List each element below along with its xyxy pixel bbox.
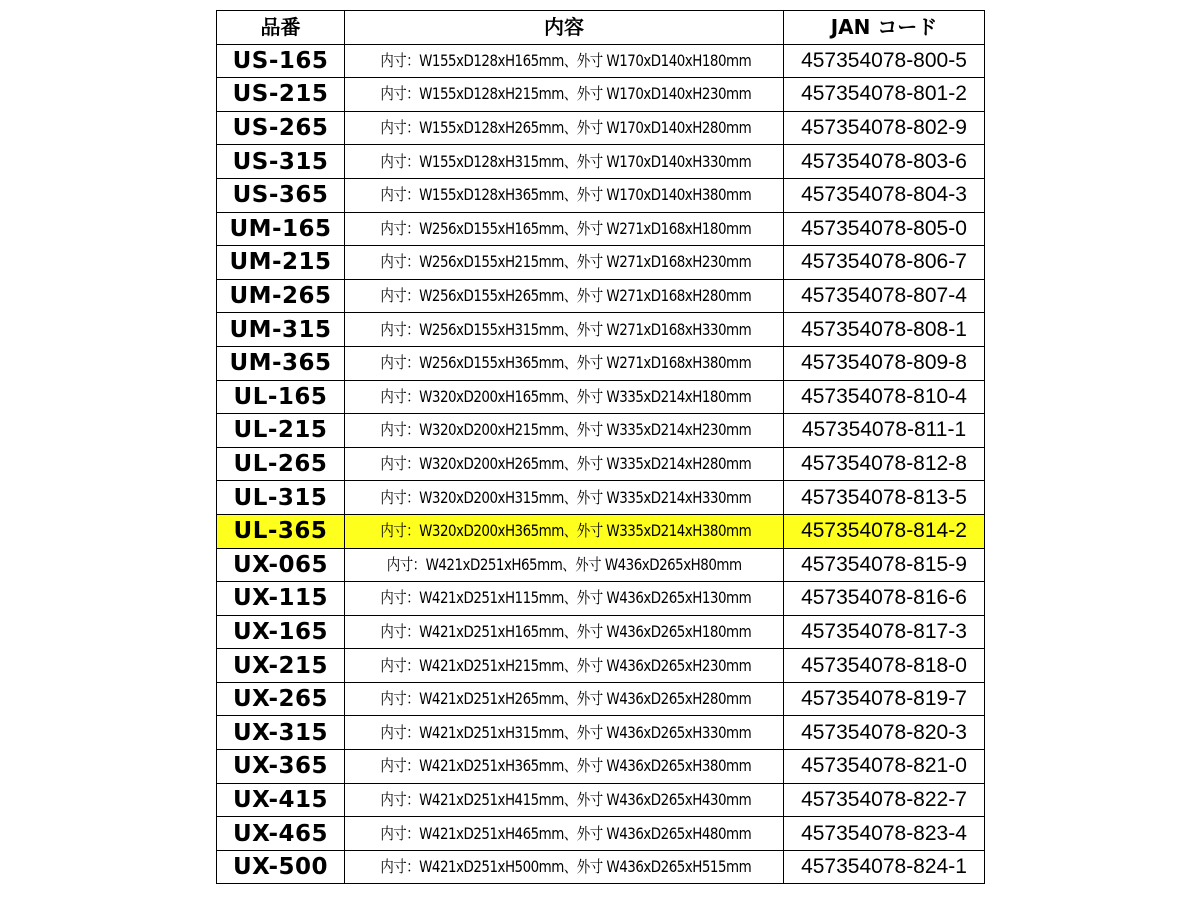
contents-text: 内寸：W320xD200xH215mm、外寸 W335xD214xH230mm [380, 420, 752, 440]
product-code-cell: UL-165 [217, 380, 345, 414]
table-row [217, 582, 985, 616]
contents-cell [345, 783, 784, 817]
jan-code-cell: 457354078-807-4 [784, 279, 985, 313]
contents-cell [345, 346, 784, 380]
jan-code-cell: 457354078-811-1 [784, 414, 985, 448]
table-row [217, 481, 985, 515]
jan-code-cell: 457354078-813-5 [784, 481, 985, 515]
jan-code-cell: 457354078-814-2 [784, 514, 985, 548]
jan-code-cell: 457354078-821-0 [784, 750, 985, 784]
contents-text: 内寸：W256xD155xH165mm、外寸 W271xD168xH180mm [380, 218, 752, 238]
contents-cell [345, 850, 784, 884]
table-row [217, 615, 985, 649]
jan-code-cell: 457354078-808-1 [784, 313, 985, 347]
table-row [217, 313, 985, 347]
table-row [217, 78, 985, 112]
contents-text: 内寸：W155xD128xH165mm、外寸 W170xD140xH180mm [380, 50, 752, 70]
jan-code-cell: 457354078-823-4 [784, 817, 985, 851]
product-code-cell: UX-065 [217, 548, 345, 582]
product-code-cell: UX-265 [217, 682, 345, 716]
jan-code-cell: 457354078-810-4 [784, 380, 985, 414]
contents-cell [345, 750, 784, 784]
table-row [217, 649, 985, 683]
contents-text: 内寸：W421xD251xH215mm、外寸 W436xD265xH230mm [380, 655, 752, 675]
contents-cell [345, 246, 784, 280]
table-row [217, 279, 985, 313]
product-code-cell: US-265 [217, 111, 345, 145]
contents-cell [345, 145, 784, 179]
table-row [217, 212, 985, 246]
product-code-cell: UL-315 [217, 481, 345, 515]
jan-code-cell: 457354078-817-3 [784, 615, 985, 649]
contents-cell [345, 78, 784, 112]
contents-text: 内寸：W421xD251xH65mm、外寸 W436xD265xH80mm [386, 554, 742, 574]
jan-code-cell: 457354078-822-7 [784, 783, 985, 817]
contents-text: 内寸：W421xD251xH500mm、外寸 W436xD265xH515mm [380, 857, 752, 877]
contents-cell [345, 111, 784, 145]
contents-text: 内寸：W155xD128xH315mm、外寸 W170xD140xH330mm [380, 151, 752, 171]
product-code-cell: US-215 [217, 78, 345, 112]
product-code-cell: UL-265 [217, 447, 345, 481]
contents-cell [345, 212, 784, 246]
contents-text: 内寸：W256xD155xH365mm、外寸 W271xD168xH380mm [380, 353, 752, 373]
table-row [217, 514, 985, 548]
table-row [217, 817, 985, 851]
product-code-cell: US-315 [217, 145, 345, 179]
contents-text: 内寸：W320xD200xH315mm、外寸 W335xD214xH330mm [380, 487, 752, 507]
contents-cell [345, 447, 784, 481]
jan-code-cell: 457354078-815-9 [784, 548, 985, 582]
contents-cell [345, 817, 784, 851]
product-code-cell: UX-465 [217, 817, 345, 851]
table-row [217, 346, 985, 380]
contents-text: 内寸：W155xD128xH265mm、外寸 W170xD140xH280mm [380, 118, 752, 138]
product-code-cell: UX-165 [217, 615, 345, 649]
product-code-cell: UX-215 [217, 649, 345, 683]
contents-cell [345, 582, 784, 616]
table-row [217, 447, 985, 481]
jan-code-cell: 457354078-804-3 [784, 178, 985, 212]
contents-cell [345, 716, 784, 750]
jan-code-cell: 457354078-820-3 [784, 716, 985, 750]
contents-cell [345, 548, 784, 582]
table-row [217, 380, 985, 414]
header-jan-code: JAN コード [784, 11, 985, 45]
product-code-cell: UX-315 [217, 716, 345, 750]
table-row [217, 716, 985, 750]
contents-text: 内寸：W421xD251xH415mm、外寸 W436xD265xH430mm [380, 789, 752, 809]
table-row [217, 44, 985, 78]
contents-cell [345, 615, 784, 649]
contents-text: 内寸：W256xD155xH315mm、外寸 W271xD168xH330mm [380, 319, 752, 339]
jan-code-cell: 457354078-805-0 [784, 212, 985, 246]
contents-text: 内寸：W421xD251xH365mm、外寸 W436xD265xH380mm [380, 756, 752, 776]
product-code-cell: UX-365 [217, 750, 345, 784]
jan-code-cell: 457354078-816-6 [784, 582, 985, 616]
jan-code-cell: 457354078-803-6 [784, 145, 985, 179]
table-row [217, 111, 985, 145]
product-code-cell: UL-365 [217, 514, 345, 548]
contents-text: 内寸：W421xD251xH165mm、外寸 W436xD265xH180mm [380, 621, 752, 641]
table-row [217, 750, 985, 784]
contents-cell [345, 514, 784, 548]
contents-text: 内寸：W421xD251xH115mm、外寸 W436xD265xH130mm [380, 588, 752, 608]
header-product-code: 品番 [217, 11, 345, 45]
contents-cell [345, 414, 784, 448]
contents-text: 内寸：W155xD128xH215mm、外寸 W170xD140xH230mm [380, 84, 752, 104]
product-code-cell: UM-365 [217, 346, 345, 380]
product-code-cell: US-365 [217, 178, 345, 212]
contents-text: 内寸：W256xD155xH215mm、外寸 W271xD168xH230mm [380, 252, 752, 272]
contents-text: 内寸：W421xD251xH265mm、外寸 W436xD265xH280mm [380, 689, 752, 709]
product-code-cell: UL-215 [217, 414, 345, 448]
product-code-cell: UM-265 [217, 279, 345, 313]
contents-cell [345, 481, 784, 515]
table-row [217, 682, 985, 716]
contents-text: 内寸：W320xD200xH165mm、外寸 W335xD214xH180mm [380, 386, 752, 406]
contents-cell [345, 649, 784, 683]
product-code-cell: UX-115 [217, 582, 345, 616]
contents-text: 内寸：W320xD200xH365mm、外寸 W335xD214xH380mm [380, 521, 752, 541]
contents-text: 内寸：W320xD200xH265mm、外寸 W335xD214xH280mm [380, 454, 752, 474]
contents-cell [345, 380, 784, 414]
table-row [217, 246, 985, 280]
jan-code-cell: 457354078-806-7 [784, 246, 985, 280]
table-row [217, 414, 985, 448]
product-code-cell: UX-415 [217, 783, 345, 817]
table-row [217, 145, 985, 179]
header-contents: 内容 [345, 11, 784, 45]
contents-text: 内寸：W421xD251xH315mm、外寸 W436xD265xH330mm [380, 722, 752, 742]
jan-code-cell: 457354078-800-5 [784, 44, 985, 78]
contents-text: 内寸：W155xD128xH365mm、外寸 W170xD140xH380mm [380, 185, 752, 205]
product-code-cell: UM-165 [217, 212, 345, 246]
product-code-cell: UM-215 [217, 246, 345, 280]
product-code-cell: US-165 [217, 44, 345, 78]
table-row [217, 548, 985, 582]
header-row [217, 11, 985, 45]
contents-text: 内寸：W256xD155xH265mm、外寸 W271xD168xH280mm [380, 286, 752, 306]
contents-cell [345, 279, 784, 313]
product-code-cell: UX-500 [217, 850, 345, 884]
product-code-cell: UM-315 [217, 313, 345, 347]
product-spec-table [216, 10, 985, 884]
jan-code-cell: 457354078-819-7 [784, 682, 985, 716]
jan-code-cell: 457354078-802-9 [784, 111, 985, 145]
contents-cell [345, 44, 784, 78]
table-row [217, 850, 985, 884]
contents-cell [345, 682, 784, 716]
contents-cell [345, 178, 784, 212]
jan-code-cell: 457354078-824-1 [784, 850, 985, 884]
contents-cell [345, 313, 784, 347]
jan-code-cell: 457354078-812-8 [784, 447, 985, 481]
contents-text: 内寸：W421xD251xH465mm、外寸 W436xD265xH480mm [380, 823, 752, 843]
jan-code-cell: 457354078-801-2 [784, 78, 985, 112]
jan-code-cell: 457354078-809-8 [784, 346, 985, 380]
table-row [217, 783, 985, 817]
table-row [217, 178, 985, 212]
jan-code-cell: 457354078-818-0 [784, 649, 985, 683]
